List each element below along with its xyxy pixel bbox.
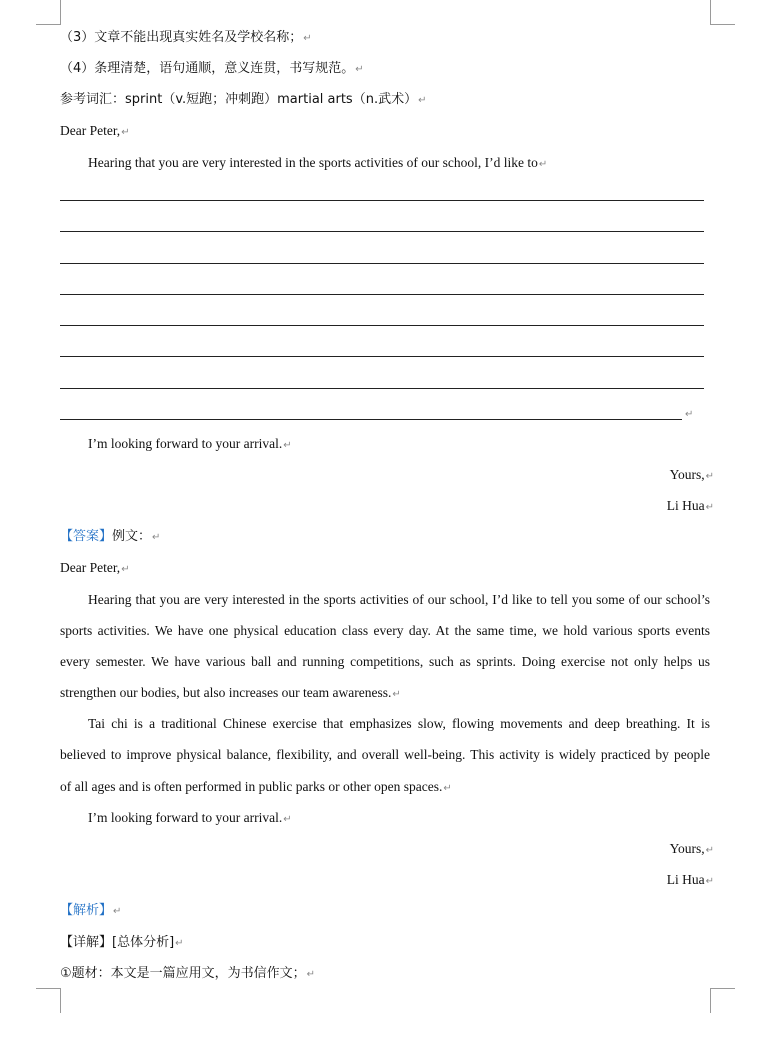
answer-heading: 【答案】例文：↵ <box>60 529 161 544</box>
writing-line[interactable] <box>60 388 704 389</box>
analysis-point: ①题材：本文是一篇应用文，为书信作文；↵ <box>60 966 316 981</box>
answer-paragraph-line: every semester. We have various ball and running competitions, such as sprints. Doing exercise not only helps us <box>60 654 710 669</box>
detail-heading: 【详解】[总体分析]↵ <box>60 935 184 950</box>
answer-paragraph-line: believed to improve physical balance, flexibility, and overall well-being. This activity is widely practiced by people <box>60 747 710 762</box>
answer-closing: I’m looking forward to your arrival.↵ <box>88 810 292 825</box>
letter-opening: Hearing that you are very interested in the sports activities of our school, I’d like to↵ <box>88 155 548 170</box>
vocabulary-hint: 参考词汇：sprint（v.短跑；冲刺跑）martial arts（n.武术）↵ <box>60 92 427 107</box>
page-corner-mark <box>710 0 735 25</box>
answer-paragraph-line: Hearing that you are very interested in the sports activities of our school, I’d like to tell you some of our school’s <box>88 592 710 607</box>
writing-line[interactable] <box>60 263 704 264</box>
paragraph-mark: ↵ <box>685 409 694 420</box>
answer-paragraph-line: Tai chi is a traditional Chinese exercise that emphasizes slow, flowing movements and deep breathing. It is <box>88 716 710 731</box>
writing-line[interactable] <box>60 200 704 201</box>
answer-paragraph-line: strengthen our bodies, but also increases our team awareness.↵ <box>60 685 401 700</box>
writing-line[interactable] <box>60 294 704 295</box>
page-corner-mark <box>36 0 61 25</box>
analysis-heading: 【解析】↵ <box>60 903 122 918</box>
analysis-tag: 【解析】 <box>60 903 113 918</box>
page-corner-mark <box>710 988 735 1013</box>
writing-line[interactable] <box>60 231 704 232</box>
answer-paragraph-line: of all ages and is often performed in public parks or other open spaces.↵ <box>60 779 452 794</box>
requirement-item: （3）文章不能出现真实姓名及学校名称；↵ <box>60 30 312 45</box>
answer-paragraph-line: sports activities. We have one physical education class every day. At the same time, we hold various sports events <box>60 623 710 638</box>
answer-signoff: Yours,↵ <box>669 841 714 856</box>
letter-salutation: Dear Peter,↵ <box>60 123 130 138</box>
answer-salutation: Dear Peter,↵ <box>60 560 130 575</box>
answer-signature: Li Hua↵ <box>666 872 714 887</box>
letter-signoff: Yours,↵ <box>669 467 714 482</box>
letter-closing: I’m looking forward to your arrival.↵ <box>88 436 292 451</box>
answer-tag: 【答案】 <box>60 529 113 544</box>
writing-line[interactable] <box>60 356 704 357</box>
page-corner-mark <box>36 988 61 1013</box>
requirement-item: （4）条理清楚，语句通顺，意义连贯，书写规范。↵ <box>60 61 364 76</box>
writing-line[interactable] <box>60 325 704 326</box>
letter-signature: Li Hua↵ <box>666 498 714 513</box>
writing-line[interactable] <box>60 419 682 420</box>
